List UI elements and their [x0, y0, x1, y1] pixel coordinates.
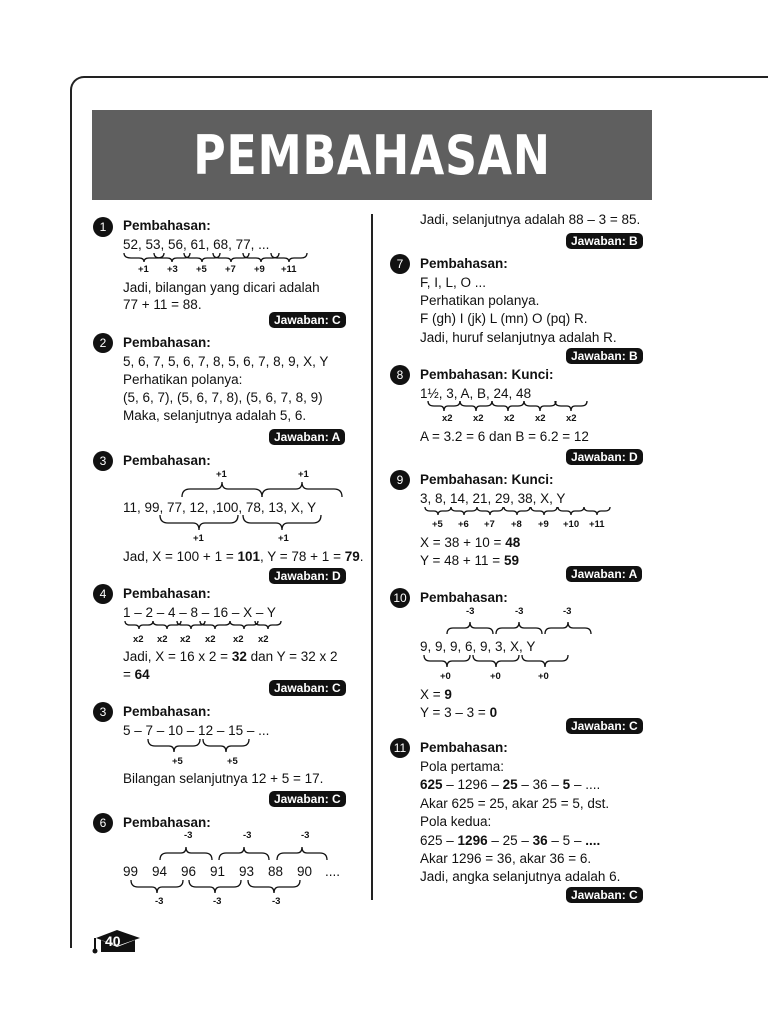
difference-label: -3	[155, 896, 164, 907]
question-number: 6	[93, 813, 113, 833]
question-number: 8	[390, 365, 410, 385]
difference-label: -3	[301, 830, 310, 841]
conclusion-text: Jadi, X = 16 x 2 = 32 dan Y = 32 x 2	[123, 649, 338, 664]
number-sequence: 1½, 3, A, B, 24, 48	[420, 386, 532, 401]
difference-label: x2	[180, 634, 191, 645]
explanation-text: Jadi, angka selanjutnya adalah 6.	[420, 869, 621, 884]
difference-label: x2	[566, 413, 577, 424]
difference-label: +0	[440, 671, 451, 682]
answer-badge: Jawaban: A	[269, 429, 345, 445]
section-heading: Pembahasan:	[420, 590, 508, 605]
sequence-item: 93	[239, 864, 255, 879]
question-number: 4	[93, 584, 113, 604]
sequence-item: 94	[152, 864, 168, 879]
number-sequence: 52, 53, 56, 61, 68, 77, ...	[123, 237, 270, 252]
conclusion-text: X = 38 + 10 = 48	[420, 535, 521, 550]
section-heading: Pembahasan: Kunci:	[420, 367, 554, 382]
explanation-text: Pola pertama:	[420, 759, 505, 774]
question-number: 9	[390, 470, 410, 490]
explanation-text: 5, 6, 7, 5, 6, 7, 8, 5, 6, 7, 8, 9, X, Y	[123, 354, 329, 369]
difference-label: +0	[490, 671, 501, 682]
difference-label: +5	[196, 264, 207, 275]
question-number: 1	[93, 217, 113, 237]
difference-label: +10	[563, 519, 580, 530]
difference-label: x2	[504, 413, 515, 424]
explanation-text: Jadi, huruf selanjutnya adalah R.	[420, 330, 617, 345]
sequence-item: 91	[210, 864, 226, 879]
sequence-item: 90	[297, 864, 313, 879]
question-number: 3	[93, 451, 113, 471]
section-heading: Pembahasan: Kunci:	[420, 472, 554, 487]
difference-label: -3	[243, 830, 252, 841]
conclusion-text: Y = 48 + 11 = 59	[420, 553, 519, 568]
difference-label: -3	[272, 896, 281, 907]
explanation-text: Pola kedua:	[420, 814, 492, 829]
explanation-text: 77 + 11 = 88.	[123, 297, 202, 312]
explanation-text: Perhatikan polanya:	[123, 372, 243, 387]
explanation-text: Maka, selanjutnya adalah 5, 6.	[123, 408, 307, 423]
explanation-text: Perhatikan polanya.	[420, 293, 540, 308]
section-heading: Pembahasan:	[420, 256, 508, 271]
difference-label: +1	[278, 533, 289, 544]
explanation-text: 625 – 1296 – 25 – 36 – 5 – ....	[420, 777, 601, 792]
number-sequence: 3, 8, 14, 21, 29, 38, X, Y	[420, 491, 566, 506]
answer-badge: Jawaban: C	[269, 791, 346, 807]
conclusion-text: = 64	[123, 667, 150, 682]
difference-label: +5	[227, 756, 238, 767]
answer-badge: Jawaban: B	[566, 233, 643, 249]
explanation-text: Akar 625 = 25, akar 25 = 5, dst.	[420, 796, 610, 811]
difference-label: +7	[484, 519, 495, 530]
section-heading: Pembahasan:	[123, 586, 211, 601]
number-sequence: 5 – 7 – 10 – 12 – 15 – ...	[123, 723, 270, 738]
difference-label: -3	[184, 830, 193, 841]
section-heading: Pembahasan:	[123, 815, 211, 830]
question-number: 2	[93, 333, 113, 353]
difference-label: +5	[432, 519, 443, 530]
answer-badge: Jawaban: D	[566, 449, 643, 465]
answer-badge: Jawaban: A	[566, 566, 642, 582]
question-number: 11	[390, 738, 410, 758]
explanation-text: 625 – 1296 – 25 – 36 – 5 – ....	[420, 833, 601, 848]
answer-badge: Jawaban: D	[269, 568, 346, 584]
difference-label: +7	[225, 264, 236, 275]
question-number: 7	[390, 254, 410, 274]
difference-label: +0	[538, 671, 549, 682]
difference-label: +11	[589, 519, 605, 530]
difference-label: x2	[157, 634, 168, 645]
difference-label: x2	[473, 413, 484, 424]
sequence-item: 88	[268, 864, 284, 879]
conclusion-text: Jad, X = 100 + 1 = 101, Y = 78 + 1 = 79.	[123, 549, 364, 564]
difference-label: -3	[563, 606, 572, 617]
answer-badge: Jawaban: B	[566, 348, 643, 364]
explanation-text: Jadi, bilangan yang dicari adalah	[123, 280, 320, 295]
explanation-text: Bilangan selanjutnya 12 + 5 = 17.	[123, 771, 324, 786]
answer-badge: Jawaban: C	[269, 312, 346, 328]
section-heading: Pembahasan:	[123, 218, 211, 233]
section-heading: Pembahasan:	[123, 704, 211, 719]
explanation-text: A = 3.2 = 6 dan B = 6.2 = 12	[420, 429, 589, 444]
page-number: 40	[105, 933, 121, 949]
number-sequence: 1 – 2 – 4 – 8 – 16 – X – Y	[123, 605, 276, 620]
sequence-item: 96	[181, 864, 197, 879]
number-sequence: 9, 9, 9, 6, 9, 3, X, Y	[420, 639, 536, 654]
difference-label: +11	[281, 264, 297, 275]
difference-label: x2	[133, 634, 144, 645]
difference-label: +1	[138, 264, 149, 275]
difference-label: +3	[167, 264, 178, 275]
conclusion-text: X = 9	[420, 687, 452, 702]
difference-label: x2	[233, 634, 244, 645]
explanation-text: Akar 1296 = 36, akar 36 = 6.	[420, 851, 592, 866]
difference-label: x2	[442, 413, 453, 424]
difference-label: +5	[172, 756, 183, 767]
difference-label: +8	[511, 519, 522, 530]
sequence-item: ....	[325, 864, 341, 879]
sequence-item: 99	[123, 864, 139, 879]
answer-badge: Jawaban: C	[566, 887, 643, 903]
difference-label: +1	[216, 469, 227, 480]
difference-label: x2	[258, 634, 269, 645]
difference-label: +9	[538, 519, 549, 530]
explanation-text: Jadi, selanjutnya adalah 88 – 3 = 85.	[420, 212, 641, 227]
question-number: 3	[93, 702, 113, 722]
conclusion-text: Y = 3 – 3 = 0	[420, 705, 498, 720]
number-sequence: 11, 99, 77, 12, ,100, 78, 13, X, Y	[123, 500, 317, 515]
difference-label: x2	[535, 413, 546, 424]
question-number: 10	[390, 588, 410, 608]
difference-label: +6	[458, 519, 469, 530]
explanation-text: (5, 6, 7), (5, 6, 7, 8), (5, 6, 7, 8, 9)	[123, 390, 323, 405]
section-heading: Pembahasan:	[123, 453, 211, 468]
answer-badge: Jawaban: C	[566, 718, 643, 734]
difference-label: +9	[254, 264, 265, 275]
answer-badge: Jawaban: C	[269, 680, 346, 696]
difference-label: -3	[466, 606, 475, 617]
difference-label: -3	[515, 606, 524, 617]
difference-label: +1	[298, 469, 309, 480]
difference-label: +1	[193, 533, 204, 544]
difference-label: x2	[205, 634, 216, 645]
difference-label: -3	[213, 896, 222, 907]
explanation-text: F (gh) I (jk) L (mn) O (pq) R.	[420, 311, 588, 326]
section-heading: Pembahasan:	[123, 335, 211, 350]
section-heading: Pembahasan:	[420, 740, 508, 755]
explanation-text: F, I, L, O ...	[420, 275, 487, 290]
page-number-badge	[92, 928, 142, 956]
page-title: PEMBAHASAN	[193, 124, 551, 187]
